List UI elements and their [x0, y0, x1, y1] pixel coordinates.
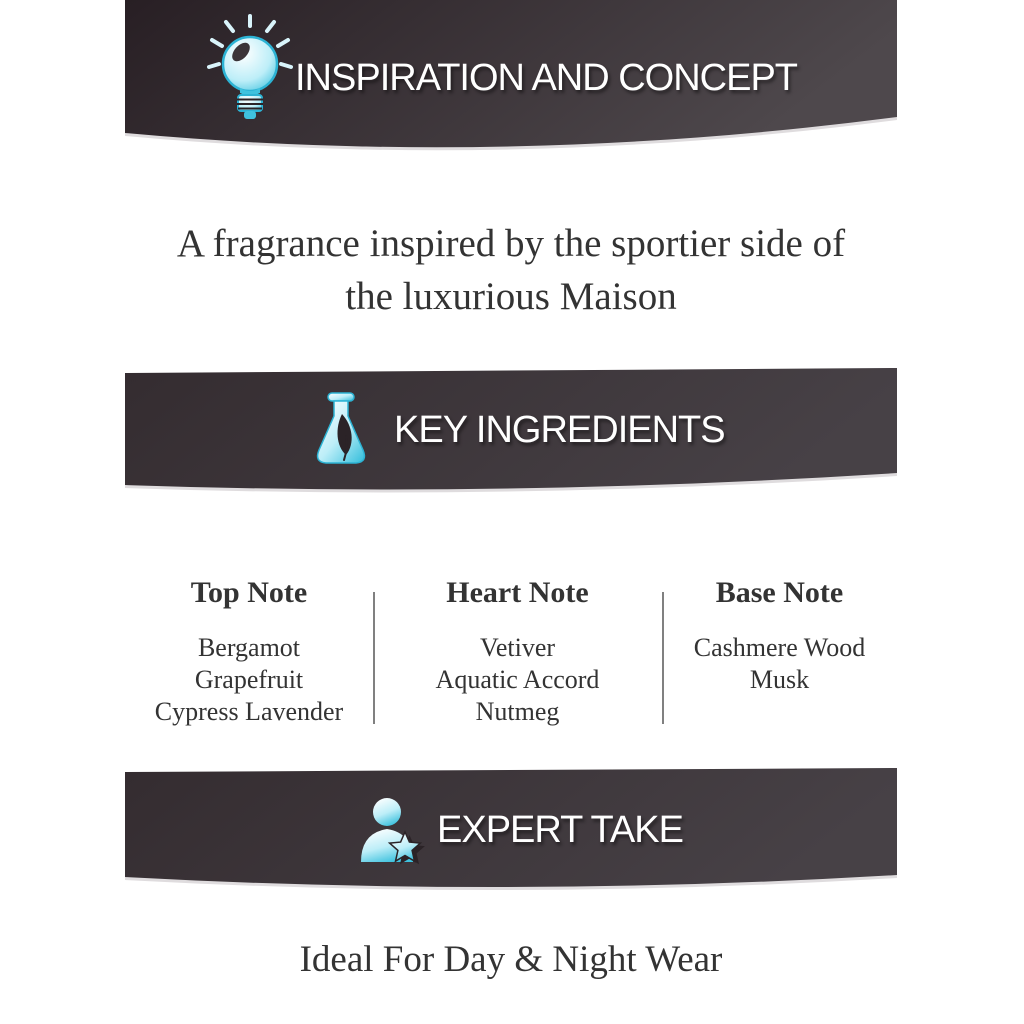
person-star-icon — [358, 796, 426, 866]
flask-icon — [308, 392, 374, 466]
top-note-column — [125, 575, 373, 728]
heart-note-header: Heart Note — [446, 576, 589, 609]
concept-line-1: A fragrance inspired by the sportier side of — [176, 222, 846, 265]
note-item: Grapefruit — [194, 665, 304, 694]
note-item: Cashmere Wood — [693, 633, 866, 662]
expert-take-text: Ideal For Day & Night Wear — [299, 939, 723, 980]
ingredients-title: KEY INGREDIENTS — [394, 409, 725, 451]
base-note-header: Base Note — [715, 576, 844, 609]
inspiration-title: INSPIRATION AND CONCEPT — [295, 57, 798, 99]
note-item: Bergamot — [197, 633, 301, 662]
top-note-header: Top Note — [190, 576, 308, 609]
notes-divider — [373, 592, 375, 724]
note-item: Musk — [749, 665, 810, 694]
note-item: Nutmeg — [475, 697, 560, 726]
note-item: Vetiver — [479, 633, 556, 662]
fragrance-notes — [125, 575, 897, 728]
expert-title: EXPERT TAKE — [437, 809, 683, 851]
base-note-column — [662, 575, 897, 728]
note-item: Aquatic Accord — [435, 665, 600, 694]
concept-line-2: the luxurious Maison — [345, 275, 677, 318]
notes-divider — [662, 592, 664, 724]
concept-text — [125, 217, 897, 323]
note-item: Cypress Lavender — [154, 697, 344, 726]
lightbulb-icon — [205, 14, 295, 126]
heart-note-column — [373, 575, 662, 728]
